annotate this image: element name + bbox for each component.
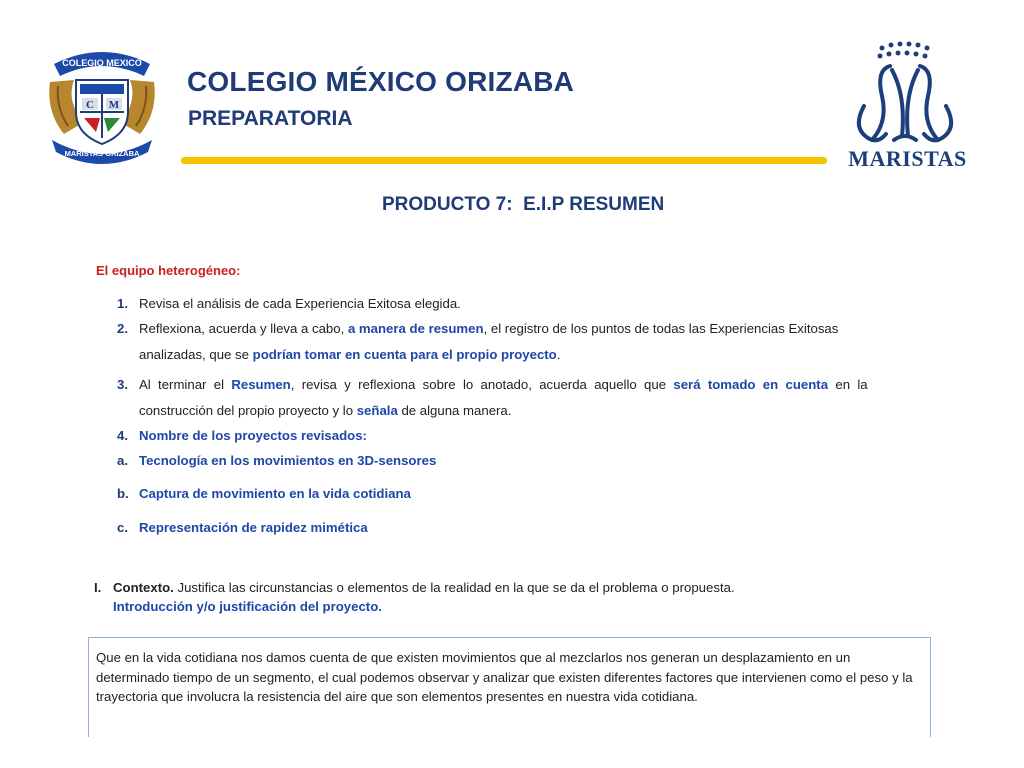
item-1-text: Revisa el análisis de cada Experiencia Exitosa elegida. xyxy=(139,296,461,311)
item-3-highlight-b: será tomado en cuenta xyxy=(673,377,829,392)
item-2-highlight-b: podrían tomar en cuenta para el propio proyecto xyxy=(252,347,557,362)
project-c-name: Representación de rapidez mimética xyxy=(139,520,368,535)
item-3-highlight-a: Resumen xyxy=(231,377,291,392)
item-4-number: 4. xyxy=(117,428,128,443)
project-a-name: Tecnología en los movimientos en 3D-sensores xyxy=(139,453,437,468)
context-label: Contexto. xyxy=(113,580,174,595)
maristas-logo-text: MARISTAS xyxy=(848,146,967,171)
product-title: PRODUCTO 7: E.I.P RESUMEN xyxy=(382,194,665,215)
item-3-number: 3. xyxy=(117,377,128,392)
context-answer-text: Que en la vida cotidiana nos damos cuenta de que existen movimientos que al mezclarlos nos generan un desplazamiento en un determinado tiempo de un segmento, el cual podemos observar y analizar que existen diferentes factores que intervienen como el peso y la trayectoria que involucra la resistencia del aire que son elementos presentes en nuestra vida cotidiana. xyxy=(96,650,913,704)
item-2-text-d: . xyxy=(556,347,561,362)
item-3-text-e: de alguna manera. xyxy=(397,403,512,418)
project-b-letter: b. xyxy=(117,486,129,501)
context-numeral: I. xyxy=(94,580,102,595)
project-b-name: Captura de movimiento en la vida cotidiana xyxy=(139,486,411,501)
item-3-text-a: Al terminar el xyxy=(139,377,232,392)
school-level-subtitle: PREPARATORIA xyxy=(188,107,353,130)
crest-monogram-m: M xyxy=(108,99,120,111)
item-2-line-1 xyxy=(139,321,838,336)
context-line xyxy=(113,580,735,595)
crest-bottom-banner-text: MARISTAS ORIZABA xyxy=(64,149,140,158)
item-3-text-c: en la xyxy=(828,377,868,392)
item-3-text-d: construcción del propio proyecto y lo xyxy=(139,403,357,418)
context-subtitle: Introducción y/o justificación del proyecto. xyxy=(113,599,382,614)
item-3-line-2 xyxy=(139,403,511,418)
crest-top-banner-text: COLEGIO MEXICO xyxy=(62,58,142,68)
item-2-number: 2. xyxy=(117,321,128,336)
team-heading: El equipo heterogéneo: xyxy=(96,263,241,278)
item-2-text-a: Reflexiona, acuerda y lleva a cabo, xyxy=(139,321,348,336)
project-c-letter: c. xyxy=(117,520,128,535)
context-description: Justifica las circunstancias o elementos de la realidad en la que se da el problema o propuesta. xyxy=(173,580,735,595)
item-2-text-b: , el registro de los puntos de todas las Experiencias Exitosas xyxy=(483,321,839,336)
school-name-title: COLEGIO MÉXICO ORIZABA xyxy=(187,66,575,97)
item-2-text-c: analizadas, que se xyxy=(139,347,253,362)
item-2-highlight-a: a manera de resumen xyxy=(347,321,484,336)
item-3-highlight-c: señala xyxy=(356,403,398,418)
project-a-letter: a. xyxy=(117,453,128,468)
item-2-line-2 xyxy=(139,347,560,362)
item-3-text-b: , revisa y reflexiona sobre lo anotado, acuerda aquello que xyxy=(290,377,674,392)
item-3-line-1 xyxy=(139,377,868,392)
item-4-text: Nombre de los proyectos revisados: xyxy=(139,428,367,443)
crest-monogram-c: C xyxy=(86,99,94,111)
item-1-number: 1. xyxy=(117,296,128,311)
